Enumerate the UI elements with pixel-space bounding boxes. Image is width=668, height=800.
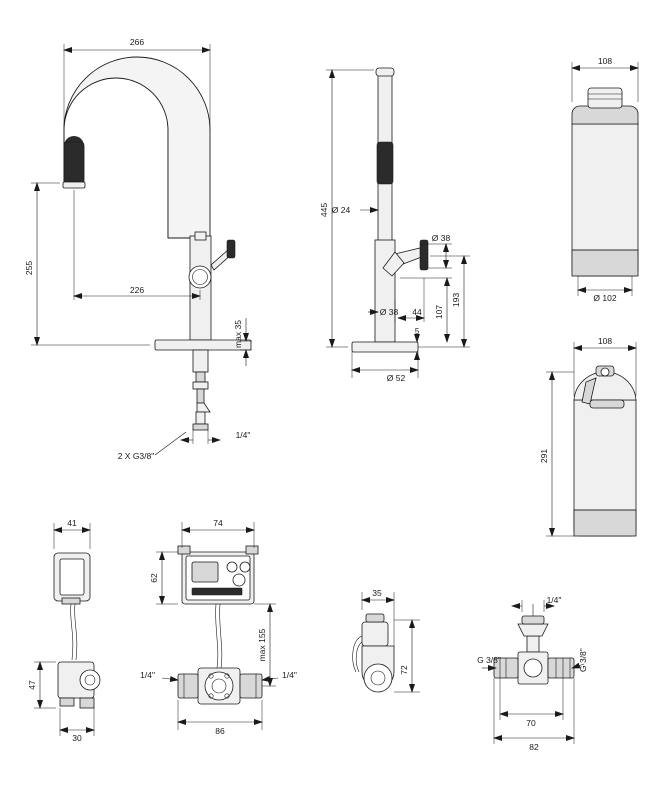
dim-body-height: 193 bbox=[451, 292, 461, 308]
dim-reach: 226 bbox=[129, 285, 145, 295]
dim-valve-width: 86 bbox=[215, 726, 225, 736]
dim-controller-height: 62 bbox=[149, 573, 159, 583]
tee-connector-valve bbox=[477, 595, 588, 752]
dim-total-height: 445 bbox=[319, 202, 329, 218]
filter-cartridge-lower bbox=[539, 336, 636, 536]
dim-filter-width: 108 bbox=[597, 56, 613, 66]
dim-inlet-threads: 2 X G3/8" bbox=[117, 451, 155, 461]
dim-front-width: 266 bbox=[129, 37, 145, 47]
side-view-faucet bbox=[319, 68, 470, 383]
dim-tee-right-port: G 3/8" bbox=[578, 648, 588, 672]
dim-max-thickness: max 35 bbox=[233, 320, 243, 348]
dim-handle-dia: Ø 38 bbox=[431, 233, 451, 243]
dim-cable-max: max 155 bbox=[257, 628, 267, 662]
dim-tee-inner-width: 70 bbox=[526, 718, 536, 728]
controller-unit bbox=[140, 518, 297, 736]
dim-base-dia-38: Ø 38 bbox=[379, 307, 399, 317]
dim-base-plate-thickness: 5 bbox=[414, 327, 420, 336]
dim-actuator-width: 35 bbox=[372, 588, 382, 598]
sensor-module-left bbox=[27, 518, 100, 743]
dim-sensor-body-height: 47 bbox=[27, 680, 37, 690]
dim-filter-width-2: 108 bbox=[597, 336, 613, 346]
dim-actuator-height: 72 bbox=[399, 665, 409, 675]
dim-tee-outer-width: 82 bbox=[529, 742, 539, 752]
filter-cartridge-upper bbox=[572, 56, 638, 303]
dim-inlet-size: 1/4" bbox=[235, 430, 251, 440]
dim-valve-port-right: 1/4" bbox=[282, 670, 297, 680]
dim-sensor-base-width: 30 bbox=[72, 733, 82, 743]
dim-base-dia-52: Ø 52 bbox=[386, 373, 406, 383]
dim-spout-height: 255 bbox=[24, 260, 34, 276]
dim-filter-dia: Ø 102 bbox=[593, 293, 617, 303]
dim-tee-left-port: G 3/8" bbox=[477, 655, 501, 665]
dim-spout-dia: Ø 24 bbox=[331, 205, 351, 215]
dim-tee-top-port: 1/4" bbox=[546, 595, 562, 605]
actuator-valve bbox=[353, 588, 420, 692]
dim-handle-offset: 44 bbox=[412, 307, 422, 317]
dim-valve-port-left: 1/4" bbox=[140, 670, 155, 680]
dim-sensor-width: 41 bbox=[67, 518, 77, 528]
front-view-faucet bbox=[24, 37, 252, 461]
dim-handle-height: 107 bbox=[434, 304, 444, 320]
dim-filter-height: 291 bbox=[539, 448, 549, 464]
dim-controller-width: 74 bbox=[213, 518, 223, 528]
